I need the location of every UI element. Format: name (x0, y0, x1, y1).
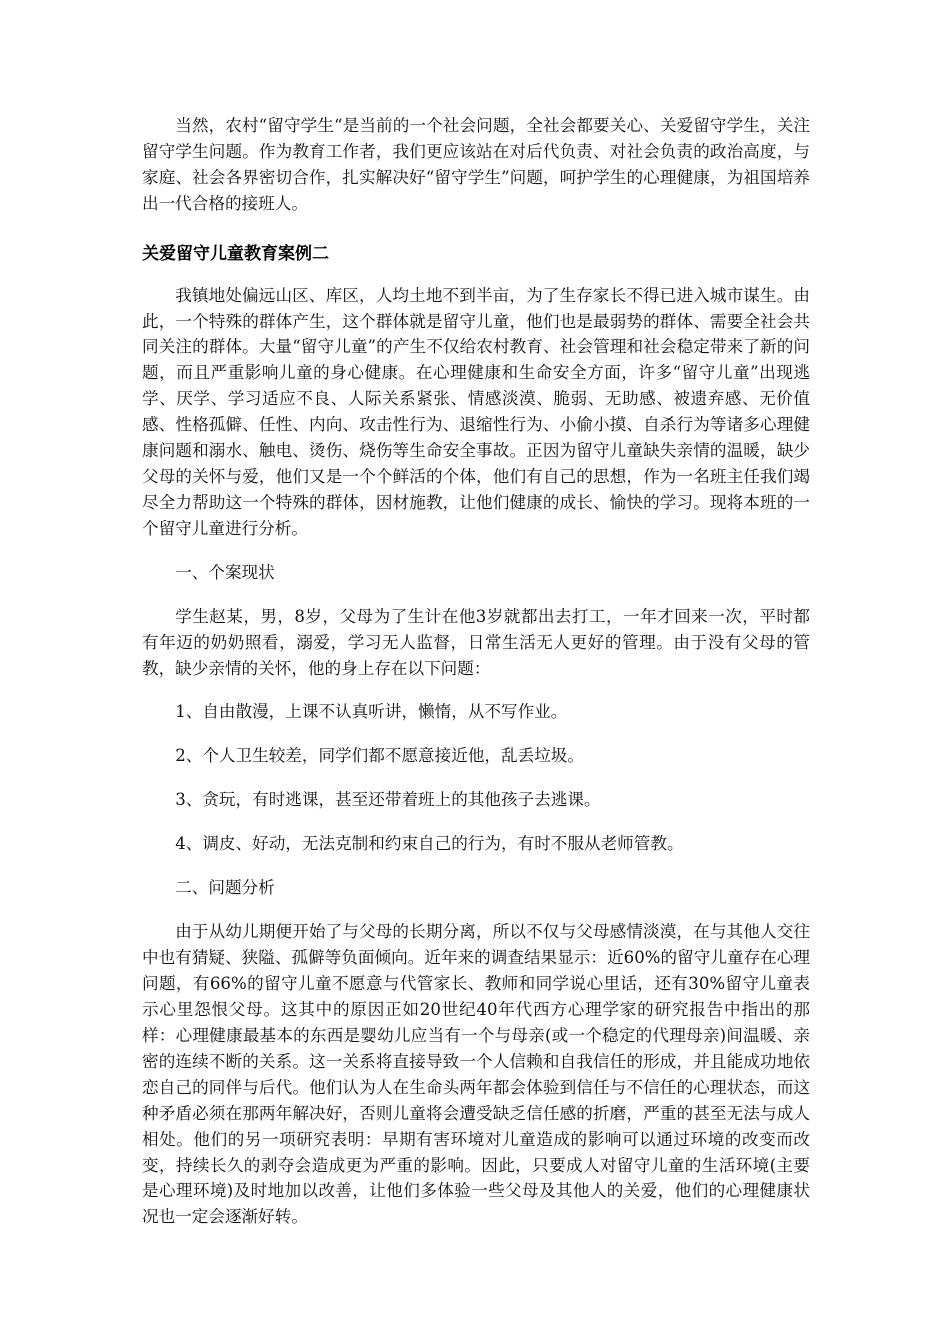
spacer (142, 901, 810, 919)
analysis-paragraph: 由于从幼儿期便开始了与父母的长期分离，所以不仅与父母感情淡漠，在与其他人交往中也有猜疑、狭隘、孤僻等负面倾向。近年来的调查结果显示：近60%的留守儿童存在心理问题，有66%的留守儿童不愿意与代管家长、教师和同学说心里话，还有30%留守儿童表示心里怨恨父母。这其中的原因正如20世纪40年代西方心理学家的研究报告中指出的那样：心理健康最基本的东西是婴幼儿应当有一个与母亲(或一个稳定的代理母亲)间温暖、亲密的连续不断的关系。这一关系将直接导致一个人信赖和自我信任的形成，并且能成功地依恋自己的同伴与后代。他们认为人在生命头两年都会体验到信任与不信任的心理状态，而这种矛盾必须在那两年解决好，否则儿童将会遭受缺乏信任感的折磨，严重的甚至无法与成人相处。他们的另一项研究表明：早期有害环境对儿童造成的影响可以通过环境的改变而改变，持续长久的剥夺会造成更为严重的影响。因此，只要成人对留守儿童的生活环境(主要是心理环境)及时地加以改善，让他们多体验一些父母及其他人的关爱，他们的心理健康状况也一定会逐渐好转。 (142, 922, 810, 1227)
intro-paragraph: 当然，农村“留守学生“是当前的一个社会问题，全社会都要关心、关爱留守学生，关注留守学生问题。作为教育工作者，我们更应该站在对后代负责、对社会负责的政治高度，与家庭、社会各界密切合作，扎实解决好“留守学生”问题，呵护学生的心理健康，为祖国培养出一代合格的接班人。 (142, 116, 810, 213)
document-body (142, 113, 810, 1230)
spacer (142, 769, 810, 787)
spacer (142, 542, 810, 560)
problem-item: 3、贪玩，有时逃课，甚至还带着班上的其他孩子去逃课。 (175, 790, 601, 810)
subheading-problem-analysis: 二、问题分析 (175, 878, 275, 898)
subheading-case-status: 一、个案现状 (175, 562, 275, 582)
spacer (142, 267, 810, 283)
section-heading: 关爱留守儿童教育案例二 (142, 243, 329, 264)
spacer (142, 681, 810, 699)
problem-item: 4、调皮、好动，无法克制和约束自己的行为，有时不服从老师管教。 (175, 834, 684, 854)
problem-item: 1、自由散漫，上课不认真听讲，懒惰，从不写作业。 (175, 702, 568, 722)
spacer (142, 813, 810, 831)
spacer (142, 586, 810, 604)
case-paragraph: 学生赵某，男，8岁，父母为了生计在他3岁就都出去打工，一年才回来一次，平时都有年迈的奶奶照看，溺爱，学习无人监督，日常生活无人更好的管理。由于没有父母的管教，缺少亲情的关怀，他的身上存在以下问题： (142, 606, 810, 678)
spacer (142, 857, 810, 875)
problem-item: 2、个人卫生较差，同学们都不愿意接近他，乱丢垃圾。 (175, 746, 584, 766)
spacer (142, 725, 810, 743)
main-paragraph: 我镇地处偏远山区、库区，人均土地不到半亩，为了生存家长不得已进入城市谋生。由此，一个特殊的群体产生，这个群体就是留守儿童，他们也是最弱势的群体、需要全社会共同关注的群体。大量“留守儿童”的产生不仅给农村教育、社会管理和社会稳定带来了新的问题，而且严重影响儿童的身心健康。在心理健康和生命安全方面，许多“留守儿童”出现逃学、厌学、学习适应不良、人际关系紧张、情感淡漠、脆弱、无助感、被遗弃感、无价值感、性格孤僻、任性、内向、攻击性行为、退缩性行为、小偷小摸、自杀行为等诸多心理健康问题和溺水、触电、烫伤、烧伤等生命安全事故。正因为留守儿童缺失亲情的温暖，缺少父母的关怀与爱，他们又是一个个鲜活的个体，他们有自己的思想，作为一名班主任我们竭尽全力帮助这一个特殊的群体，因材施教，让他们健康的成长、愉快的学习。现将本班的一个留守儿童进行分析。 (142, 285, 810, 538)
spacer (142, 217, 810, 241)
